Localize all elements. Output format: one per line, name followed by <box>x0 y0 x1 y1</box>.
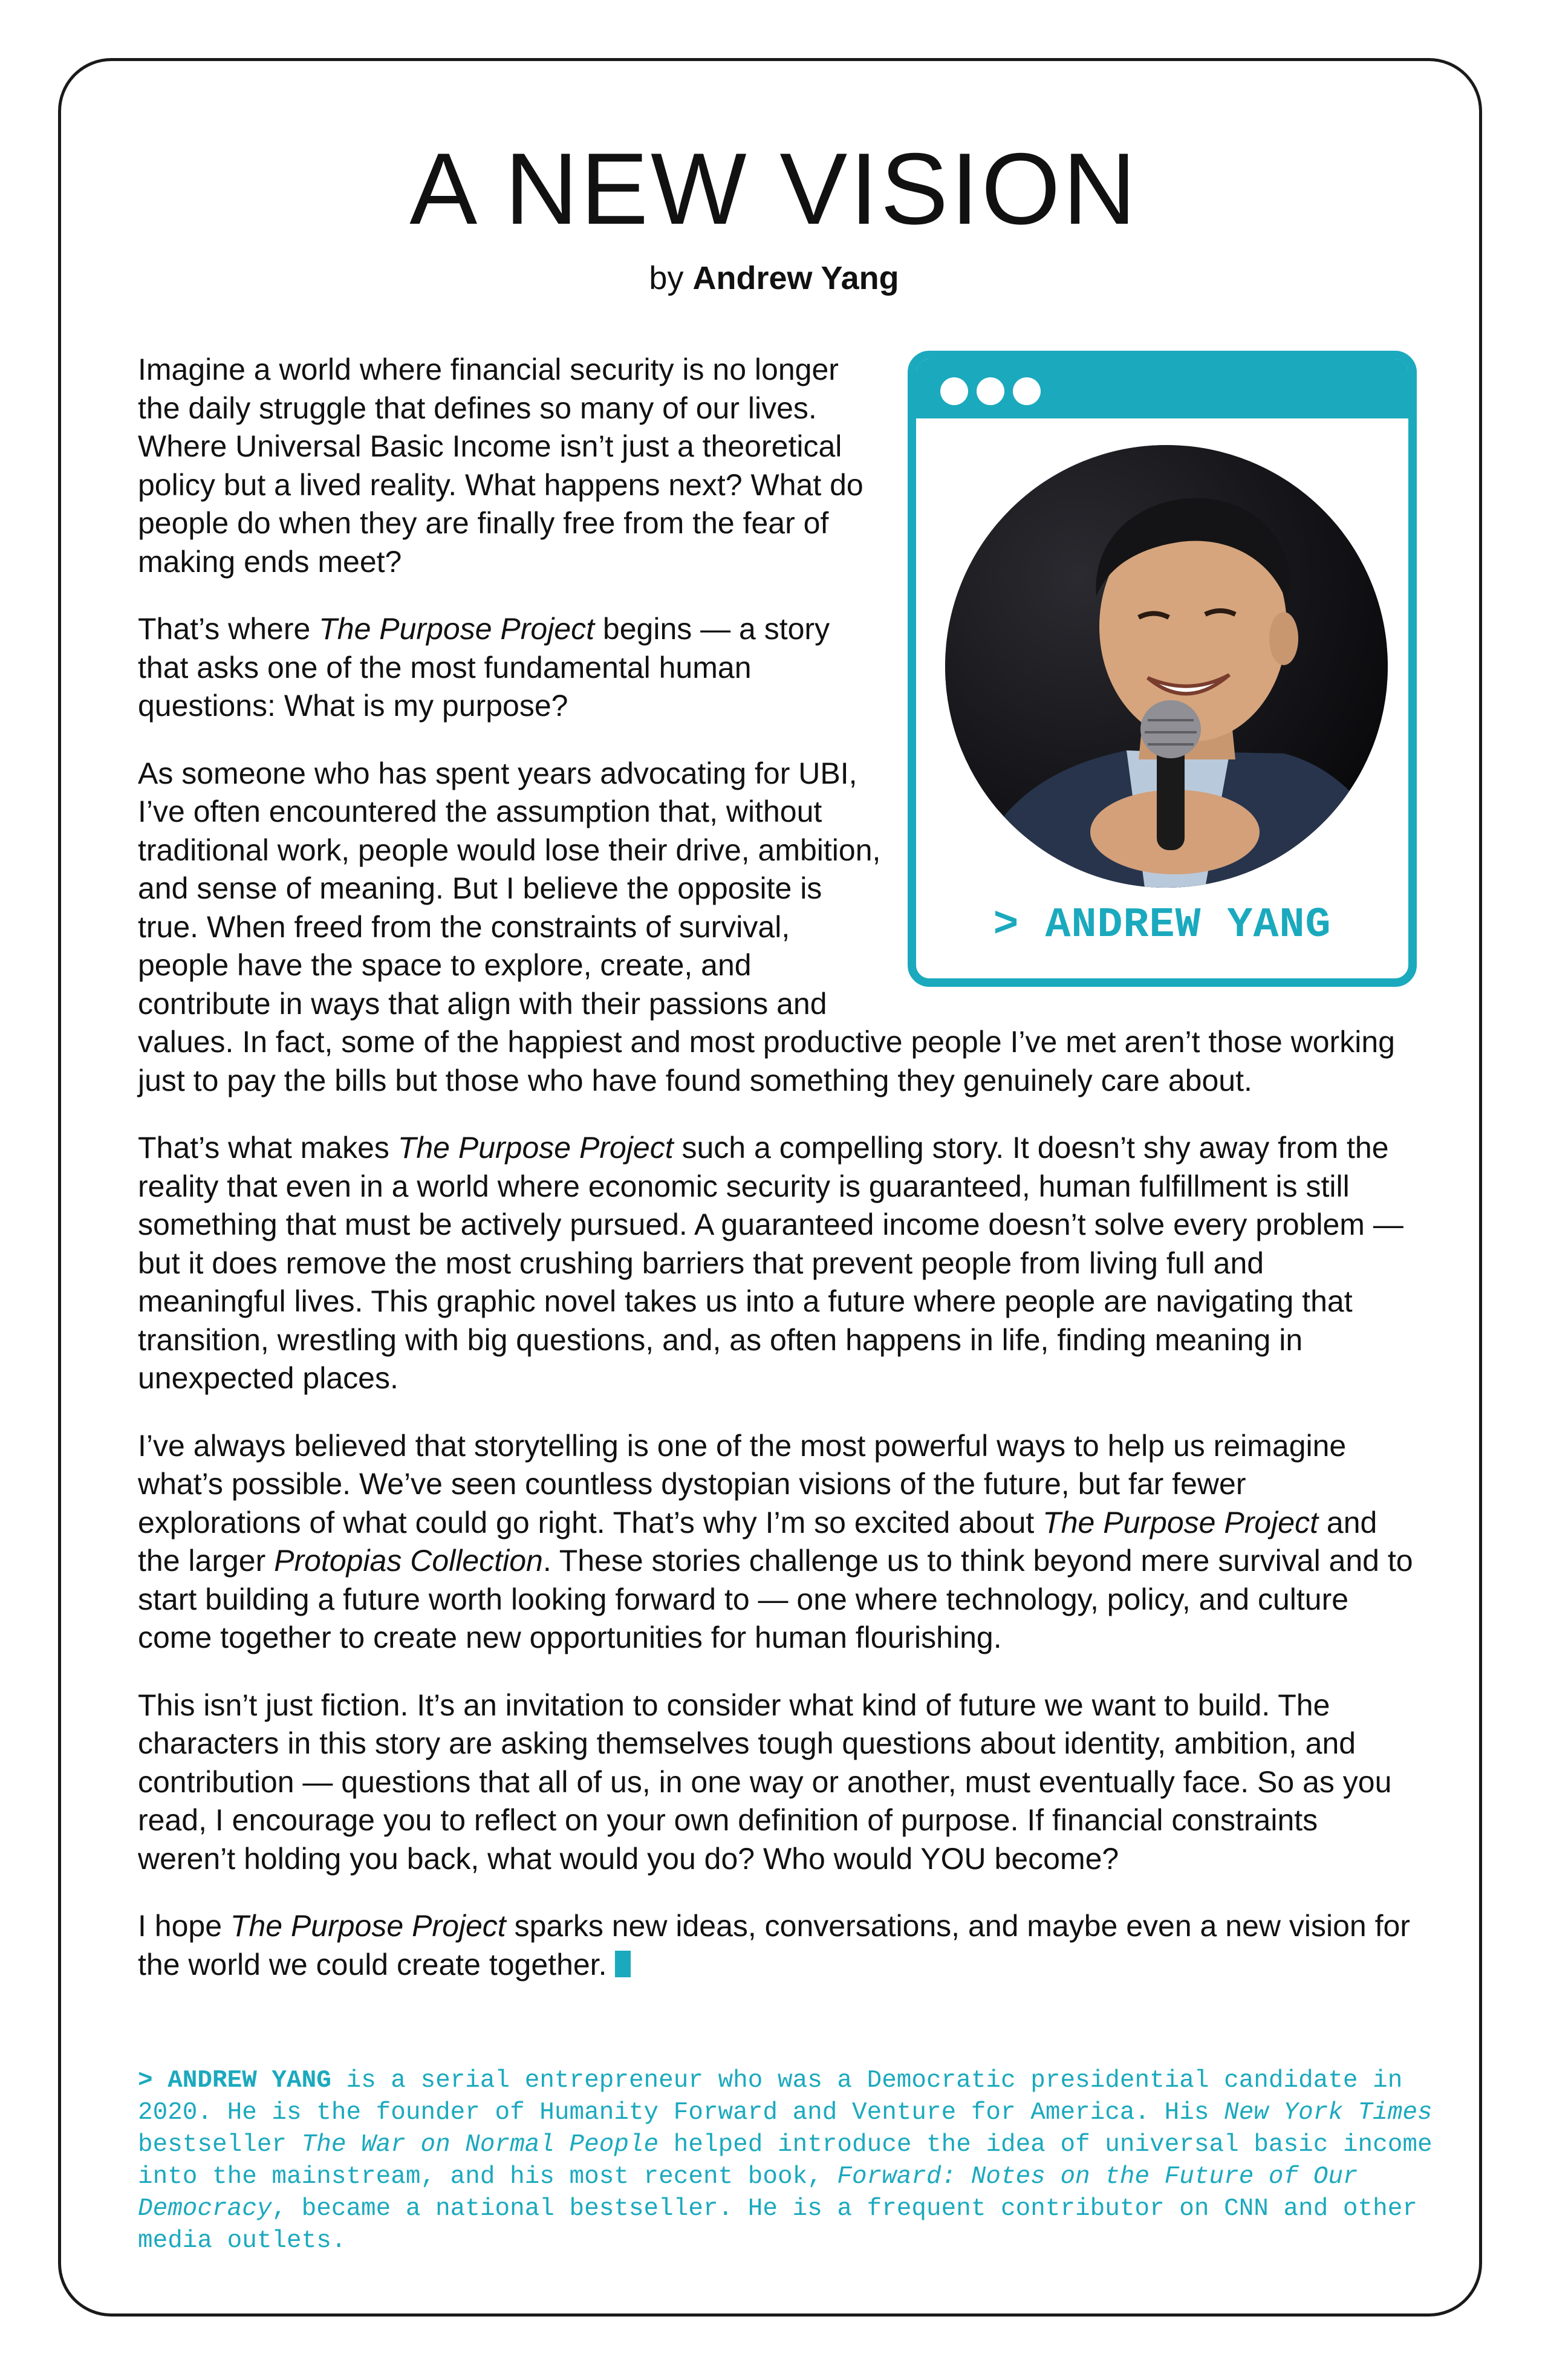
card-author-name: > ANDREW YANG <box>993 902 1332 949</box>
paragraph-7: I hope The Purpose Project sparks new ideas, conversations, and maybe even a new vision for the world we could create together. <box>138 1909 1410 1982</box>
article-body <box>138 351 1417 2013</box>
paragraph-5: I’ve always believed that storytelling is one of the most powerful ways to help us reimagine what’s possible. We’ve seen countless dystopian visions of the future, but far fewer explorations of what could go right. That’s why I’m so excited about The Purpose Project and the larger Protopias Collection. These stories challenge us to think beyond mere survival and to start building a future worth looking forward to — one where technology, policy, and culture come together to create new opportunities for human flourishing. <box>138 1428 1413 1654</box>
window-dot-icon <box>977 377 1004 405</box>
byline <box>0 259 1548 298</box>
author-card <box>908 351 1417 987</box>
window-dot-icon <box>1013 377 1041 405</box>
window-title-bar <box>916 359 1408 418</box>
paragraph-1: Imagine a world where financial security is no longer the daily struggle that defines so many of our lives. Where Universal Basic Income isn’t just a theoretical policy but a lived reality. What happens next? What do people do when they are finally free from the fear of making ends meet? <box>138 353 863 579</box>
paragraph-3: As someone who has spent years advocating for UBI, I’ve often encountered the assumption that, without traditional work, people would lose their drive, ambition, and sense of meaning. But I believe the opposite is true. When freed from the constraints of survival, people have the space to explore, create, and contribute in ways that align with their passions and values. In fact, some of the happiest and most productive people I’ve met aren’t those working just to pay the bills but those who have found something they genuinely care about. <box>138 756 1395 1097</box>
paragraph-4: That’s what makes The Purpose Project such a compelling story. It doesn’t shy away from the reality that even in a world where economic security is guaranteed, human fulfillment is still something that must be actively pursued. A guaranteed income doesn’t solve every problem — but it does remove the most crushing barriers that prevent people from living full and meaningful lives. This graphic novel takes us into a future where people are navigating that transition, wrestling with big questions, and, as often happens in life, finding meaning in unexpected places. <box>138 1131 1403 1395</box>
byline-author: Andrew Yang <box>692 260 899 296</box>
page-title: A NEW VISION <box>409 132 1139 245</box>
author-photo <box>945 445 1388 888</box>
byline-prefix: by <box>649 260 684 296</box>
window-dot-icon <box>940 377 968 405</box>
paragraph-2: That’s where The Purpose Project begins — a story that asks one of the most fundamental human questions: What is my purpose? <box>138 612 830 723</box>
paragraph-6: This isn’t just fiction. It’s an invitation to consider what kind of future we want to build. The characters in this story are asking themselves tough questions about identity, ambition, and contribution — questions that all of us, in one way or another, must eventually face. So as you read, I encourage you to reflect on your own definition of purpose. If financial constraints weren’t holding you back, what would you do? Who would YOU become? <box>138 1688 1392 1876</box>
end-cursor-icon <box>615 1951 631 1977</box>
author-photo-illustration <box>945 445 1388 888</box>
bio-name: > ANDREW YANG <box>138 2067 331 2095</box>
author-bio: > ANDREW YANG is a serial entrepreneur who was a Democratic presidential candidate in 2020. He is the founder of Humanity Forward and Venture for America. His New York Times bestseller The War on Normal People helped introduce the idea of universal basic income into the mainstream, and his most recent book, Forward: Notes on the Future of Our Democracy, became a national bestseller. He is a frequent contributor on CNN and other media outlets. <box>138 2067 1433 2255</box>
